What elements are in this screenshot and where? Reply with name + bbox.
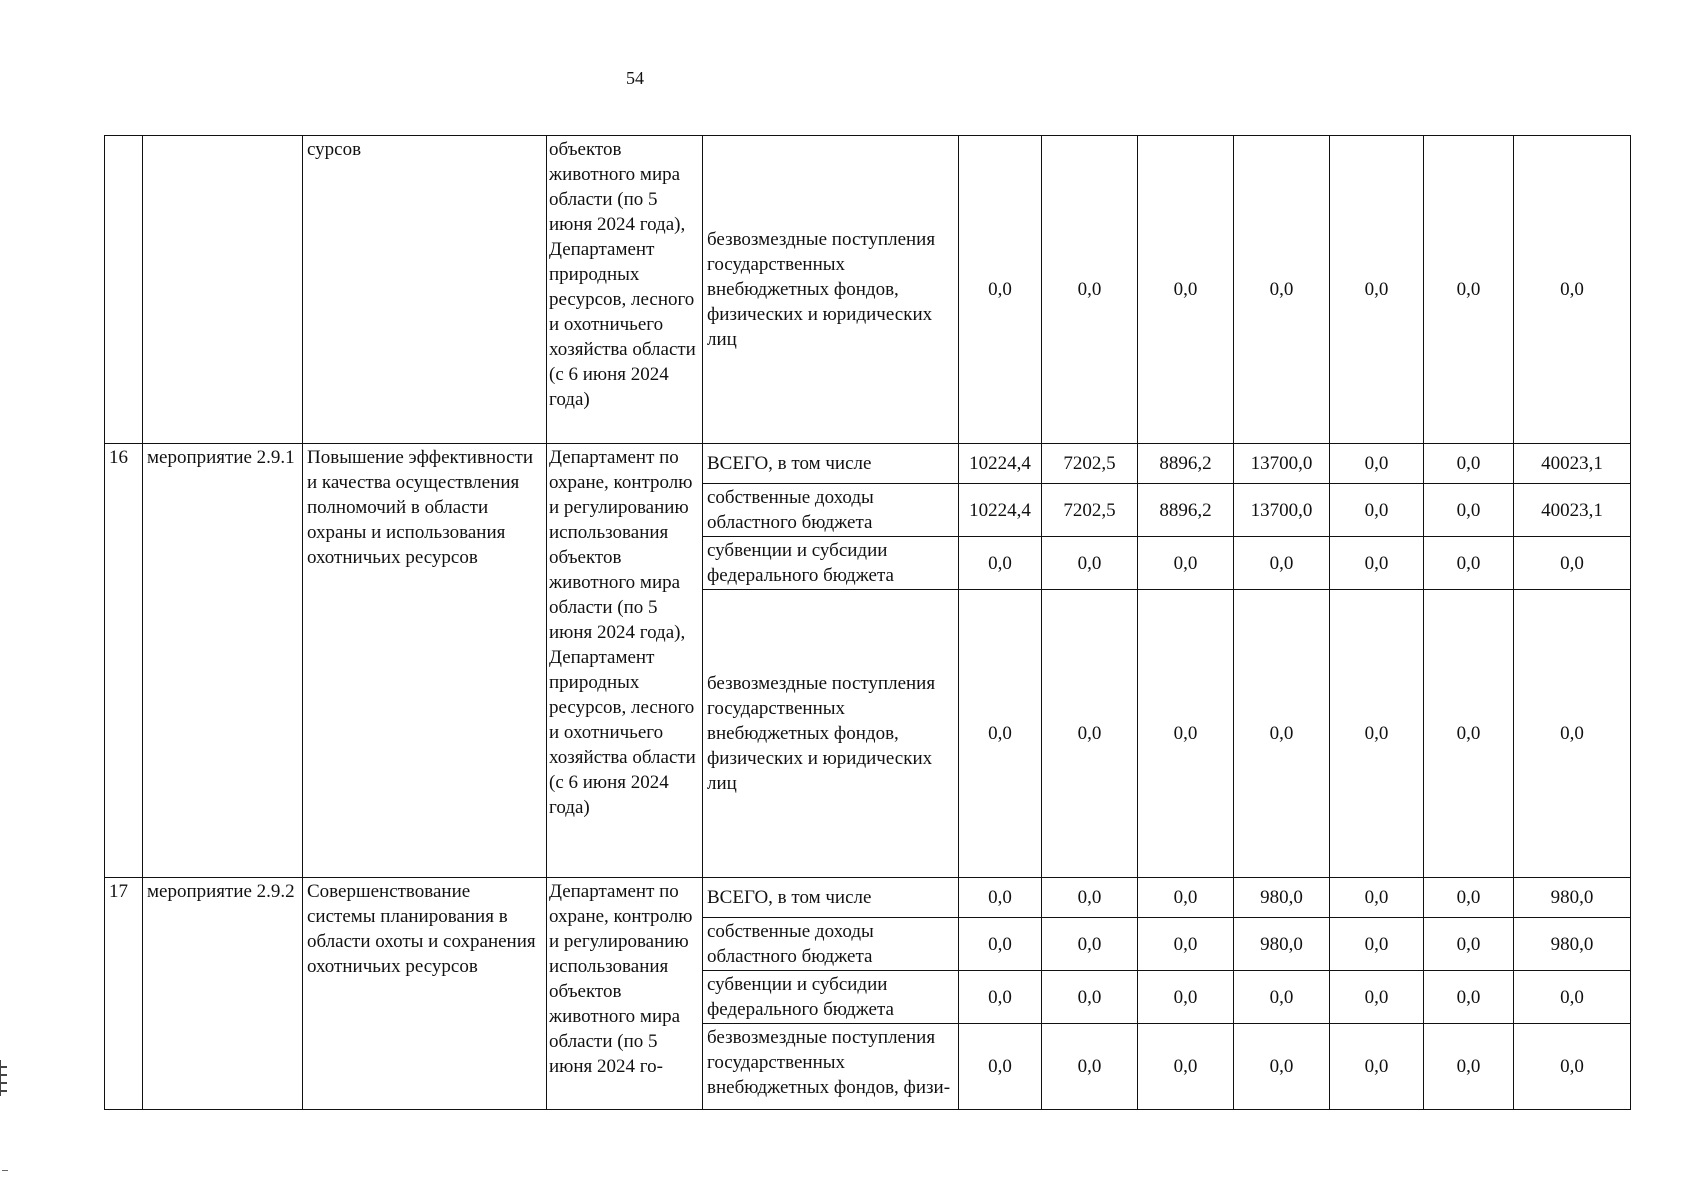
executor-cell: Департамент по охране, контролю и регулированию использования объектов животного мира области (по 5 июня 2024 го- [547, 878, 703, 1110]
value-cell: 0,0 [1234, 1024, 1330, 1110]
value-cell: 0,0 [959, 878, 1042, 918]
value-cell: 0,0 [1234, 537, 1330, 590]
value-cell: 0,0 [959, 537, 1042, 590]
value-cell: 7202,5 [1042, 444, 1138, 484]
event-type-cell: мероприятие 2.9.2 [143, 878, 303, 1110]
value-cell: 0,0 [1424, 136, 1514, 444]
value-cell: 0,0 [1330, 878, 1424, 918]
value-cell: 8896,2 [1138, 444, 1234, 484]
value-cell: 0,0 [1514, 590, 1631, 878]
value-cell: 8896,2 [1138, 484, 1234, 537]
value-cell: 0,0 [1330, 918, 1424, 971]
value-cell: 980,0 [1234, 918, 1330, 971]
value-cell: 0,0 [959, 1024, 1042, 1110]
value-cell: 0,0 [1138, 878, 1234, 918]
value-cell: 0,0 [1330, 537, 1424, 590]
funding-source-cell: ВСЕГО, в том числе [703, 878, 959, 918]
value-cell: 0,0 [1042, 971, 1138, 1024]
value-cell: 980,0 [1514, 918, 1631, 971]
value-cell: 980,0 [1234, 878, 1330, 918]
event-title-cell: Совершенствование системы планирования в области охоты и сохранения охотничьих ресурсов [303, 878, 547, 1110]
value-cell: 0,0 [1042, 537, 1138, 590]
row-number-cell: 17 [105, 878, 143, 1110]
value-cell: 0,0 [1424, 971, 1514, 1024]
value-cell: 0,0 [1514, 971, 1631, 1024]
value-cell: 0,0 [1042, 878, 1138, 918]
funding-table [104, 135, 1631, 1110]
value-cell: 0,0 [1514, 537, 1631, 590]
value-cell: 0,0 [1514, 136, 1631, 444]
funding-source-cell: собственные доходы областного бюджета [703, 484, 959, 537]
funding-source-cell: субвенции и субсидии федерального бюджета [703, 971, 959, 1024]
value-cell: 0,0 [1424, 537, 1514, 590]
value-cell: 10224,4 [959, 484, 1042, 537]
value-cell: 40023,1 [1514, 444, 1631, 484]
event-type-cell [143, 136, 303, 444]
value-cell: 0,0 [1514, 1024, 1631, 1110]
value-cell: 13700,0 [1234, 484, 1330, 537]
value-cell: 0,0 [1424, 918, 1514, 971]
value-cell: 0,0 [1138, 590, 1234, 878]
value-cell: 0,0 [1424, 444, 1514, 484]
executor-cell: объектов животного мира области (по 5 июня 2024 года), Департамент природных ресурсов, лесного и охотничьего хозяйства области (с 6 июня 2024 года) [547, 136, 703, 444]
value-cell: 0,0 [1138, 1024, 1234, 1110]
value-cell: 0,0 [959, 136, 1042, 444]
value-cell: 0,0 [1138, 971, 1234, 1024]
funding-source-cell: ВСЕГО, в том числе [703, 444, 959, 484]
value-cell: 0,0 [1424, 484, 1514, 537]
funding-source-cell: безвозмездные поступления государственных внебюджетных фондов, физи- [703, 1024, 959, 1110]
value-cell: 0,0 [1330, 444, 1424, 484]
value-cell: 0,0 [1138, 136, 1234, 444]
value-cell: 40023,1 [1514, 484, 1631, 537]
funding-source-cell: безвозмездные поступления государственных внебюджетных фондов, физических и юридических лиц [703, 590, 959, 878]
value-cell: 13700,0 [1234, 444, 1330, 484]
value-cell: 0,0 [1042, 590, 1138, 878]
value-cell: 0,0 [1234, 971, 1330, 1024]
value-cell: 7202,5 [1042, 484, 1138, 537]
funding-source-cell: собственные доходы областного бюджета [703, 918, 959, 971]
value-cell: 0,0 [1042, 1024, 1138, 1110]
event-title-cell: сурсов [303, 136, 547, 444]
value-cell: 0,0 [1424, 1024, 1514, 1110]
scan-edge-dot [2, 1170, 8, 1171]
value-cell: 0,0 [959, 971, 1042, 1024]
value-cell: 0,0 [959, 590, 1042, 878]
value-cell: 980,0 [1514, 878, 1631, 918]
executor-cell: Департамент по охране, контролю и регулированию использования объектов животного мира области (по 5 июня 2024 года), Департамент природных ресурсов, лесного и охотничьего хозяйства области (с 6 июня 2024 года) [547, 444, 703, 878]
value-cell: 10224,4 [959, 444, 1042, 484]
value-cell: 0,0 [1330, 971, 1424, 1024]
page-number: 54 [626, 68, 644, 88]
value-cell: 0,0 [1330, 1024, 1424, 1110]
table-row [105, 444, 1631, 484]
value-cell: 0,0 [1330, 484, 1424, 537]
event-type-cell: мероприятие 2.9.1 [143, 444, 303, 878]
event-title-cell: Повышение эффективности и качества осуществления полномочий в области охраны и использования охотничьих ресурсов [303, 444, 547, 878]
row-number-cell: 16 [105, 444, 143, 878]
value-cell: 0,0 [1138, 918, 1234, 971]
table-row [105, 878, 1631, 918]
value-cell: 0,0 [1234, 590, 1330, 878]
value-cell: 0,0 [1424, 590, 1514, 878]
scan-edge-mark [0, 1060, 7, 1096]
value-cell: 0,0 [1330, 136, 1424, 444]
table-row [105, 136, 1631, 444]
value-cell: 0,0 [1042, 918, 1138, 971]
value-cell: 0,0 [1042, 136, 1138, 444]
funding-source-cell: субвенции и субсидии федерального бюджета [703, 537, 959, 590]
row-number-cell [105, 136, 143, 444]
value-cell: 0,0 [1330, 590, 1424, 878]
value-cell: 0,0 [1424, 878, 1514, 918]
funding-source-cell: безвозмездные поступления государственных внебюджетных фондов, физических и юридических лиц [703, 136, 959, 444]
value-cell: 0,0 [1138, 537, 1234, 590]
value-cell: 0,0 [959, 918, 1042, 971]
value-cell: 0,0 [1234, 136, 1330, 444]
